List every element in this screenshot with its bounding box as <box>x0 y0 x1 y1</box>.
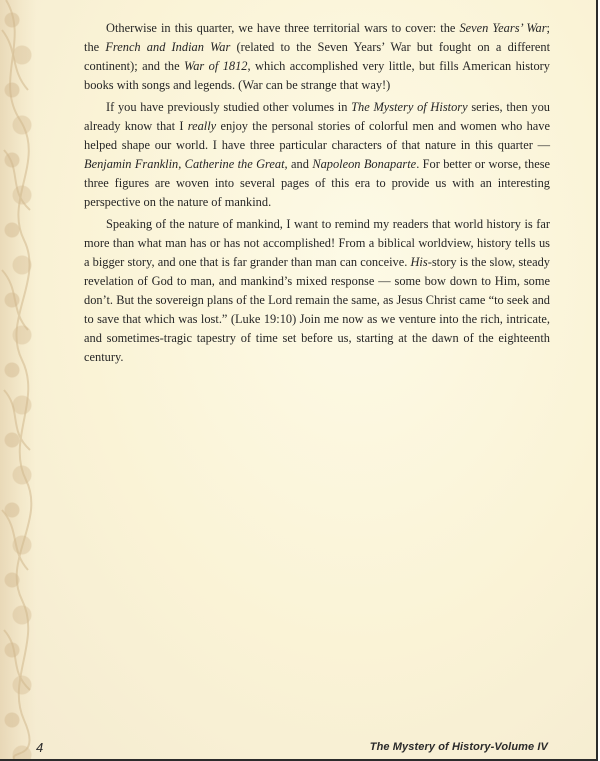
text-run: Speaking of the nature of mankind, I want to remind my readers that world history is far more than what man has or has not accomplished! From a biblical worldview, history tells us a bigger story, and one that is far grander than man can conceive. <box>84 217 550 269</box>
text-run: -story is the slow, steady revelation of God to man, and mankind’s mixed response — some bow down to Him, some don’t. But the sovereign plans of the Lord remain the same, as Jesus Christ came “to seek and to save that which was lost.” (Luke 19:10) Join me now as we venture into the rich, intricate, and sometimes-tragic tapestry of time set before us, starting at the dawn of the eighteenth century. <box>84 255 550 364</box>
paragraph <box>84 215 550 367</box>
text-run: enjoy the personal stories of colorful men and women who have helped shape our world. I have three particular characters of that nature in this quarter — <box>84 119 550 152</box>
text-run: series, then you already know that I <box>84 100 550 133</box>
text-run: Otherwise in this quarter, we have three territorial wars to cover: the <box>106 21 460 35</box>
emphasized-text: His <box>410 255 428 269</box>
text-run: . For better or worse, these three figures are woven into several pages of this era to provide us with an interesting perspective on the nature of mankind. <box>84 157 551 209</box>
body-text <box>84 19 550 370</box>
text-run: ; the <box>84 21 550 54</box>
page-number: 4 <box>36 740 44 755</box>
paragraph <box>84 98 550 212</box>
emphasized-text: War of 1812 <box>184 59 248 73</box>
emphasized-text: Napoleon Bonaparte <box>312 157 417 171</box>
flourish-border-icon <box>0 0 36 759</box>
paragraph <box>84 19 550 95</box>
emphasized-text: French and Indian War <box>105 40 231 54</box>
emphasized-text: really <box>187 119 217 133</box>
text-run: If you have previously studied other volumes in <box>106 100 352 114</box>
emphasized-text: The Mystery of History <box>351 100 468 114</box>
text-run: (related to the Seven Years’ War but fought on a different continent); and the <box>84 40 551 73</box>
emphasized-text: Benjamin Franklin, Catherine the Great, <box>84 157 288 171</box>
text-run: , which accomplished very little, but fills American history books with songs and legends. (War can be strange that way!) <box>84 59 551 92</box>
emphasized-text: Seven Years’ War <box>459 21 547 35</box>
running-footer-title: The Mystery of History-Volume IV <box>369 741 548 753</box>
text-run: and <box>287 157 313 171</box>
